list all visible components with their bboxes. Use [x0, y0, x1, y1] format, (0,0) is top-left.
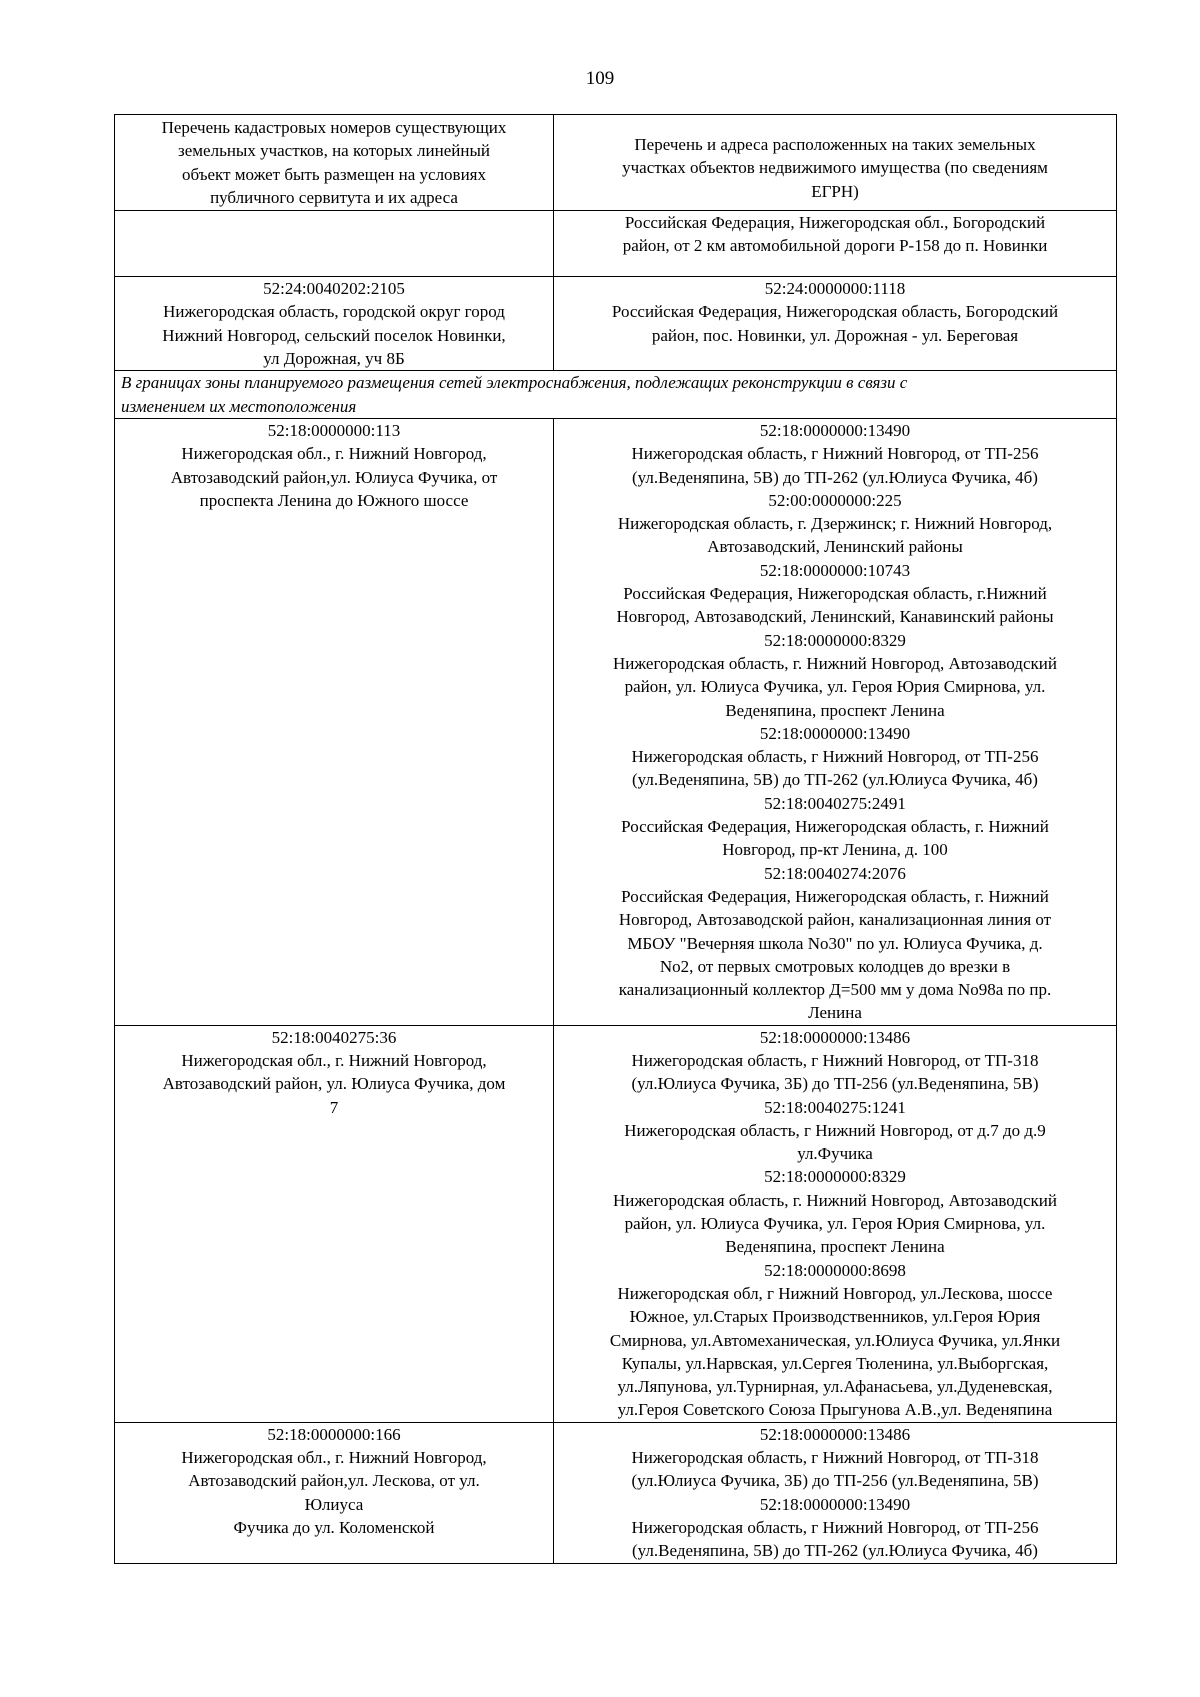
text-line: ЕГРН) [811, 181, 859, 201]
table-row [115, 211, 1117, 277]
text-line: 52:18:0000000:10743 [759, 560, 911, 580]
text-line: (ул.Юлиуса Фучика, 3Б) до ТП-256 (ул.Веденяпина, 5В) [631, 1074, 1039, 1094]
header-cell-parcels [115, 115, 554, 211]
parcel-cell [115, 211, 554, 277]
header-cell-objects [554, 115, 1117, 211]
text-line: земельных участков, на которых линейный [178, 141, 490, 161]
section-heading [115, 371, 1117, 419]
text-line: Перечень кадастровых номеров существующих [161, 118, 507, 137]
text-line: 52:18:0000000:8698 [764, 1260, 906, 1280]
table-row [115, 1025, 1117, 1422]
text-line: 52:18:0000000:13490 [759, 1494, 911, 1514]
text-line: Автозаводский, Ленинский районы [707, 537, 963, 557]
text-line: 52:18:0000000:8329 [764, 630, 906, 650]
text-line: участках объектов недвижимого имущества (по сведениям [622, 158, 1048, 178]
text-line: Российская Федерация, Нижегородская область, г. Нижний [621, 817, 1049, 837]
text-line: Автозаводский район,ул. Лескова, от ул. [188, 1471, 480, 1491]
parcel-cell [115, 1025, 554, 1422]
parcel-cell [115, 277, 554, 371]
text-line: 52:24:0000000:1118 [764, 279, 906, 299]
section-row [115, 371, 1117, 419]
text-line: Купалы, ул.Нарвская, ул.Сергея Тюленина, ул.Выборгская, [621, 1353, 1049, 1373]
text-line: Российская Федерация, Нижегородская область, Богородский [611, 302, 1059, 322]
objects-cell [554, 1025, 1117, 1422]
text-line: Нижегородская область, г. Нижний Новгород, Автозаводский [613, 1190, 1057, 1210]
text-line: 52:18:0040275:2491 [764, 793, 906, 813]
text-line: Российская Федерация, Нижегородская обл., Богородский [624, 213, 1046, 233]
text-line: Российская Федерация, Нижегородская область, г.Нижний [623, 584, 1047, 604]
text-line: Фучика до ул. Коломенской [233, 1517, 435, 1537]
text-line: No2, от первых смотровых колодцев до врезки в [659, 956, 1011, 976]
text-line: 52:18:0000000:13490 [759, 420, 911, 440]
header-row [115, 115, 1117, 211]
text-line: 52:18:0000000:13486 [759, 1027, 911, 1047]
parcel-cell [115, 418, 554, 1025]
text-line: 7 [329, 1097, 339, 1117]
text-line: 52:24:0040202:2105 [263, 279, 405, 299]
text-line: ул Дорожная, уч 8Б [263, 349, 405, 369]
text-line: Автозаводский район, ул. Юлиуса Фучика, дом [162, 1074, 506, 1094]
text-line: Нижегородская обл., г. Нижний Новгород, [181, 1448, 487, 1468]
text-line: объект может быть размещен на условиях [181, 164, 487, 184]
text-line: Нижний Новгород, сельский поселок Новинки, [162, 325, 506, 345]
text-line: Нижегородская область, г Нижний Новгород, от д.7 до д.9 [624, 1120, 1046, 1140]
text-line: район, ул. Юлиуса Фучика, ул. Героя Юрия Смирнова, ул. [624, 677, 1046, 697]
text-line: Нижегородская область, г Нижний Новгород, от ТП-318 [631, 1050, 1039, 1070]
text-line: 52:00:0000000:225 [768, 490, 902, 510]
table-row [115, 1422, 1117, 1563]
page-number: 109 [585, 68, 615, 89]
table-row [115, 277, 1117, 371]
text-line: (ул.Веденяпина, 5В) до ТП-262 (ул.Юлиуса Фучика, 4б) [632, 467, 1038, 487]
text-line: канализационный коллектор Д=500 мм у дома No98а по пр. [618, 980, 1052, 1000]
text-line: 52:18:0000000:113 [267, 420, 401, 440]
objects-cell [554, 277, 1117, 371]
text-line: проспекта Ленина до Южного шоссе [199, 490, 469, 510]
text-line: 52:18:0000000:13486 [759, 1424, 911, 1444]
text-line: Нижегородская область, г Нижний Новгород, от ТП-318 [631, 1448, 1039, 1468]
text-line: (ул.Юлиуса Фучика, 3Б) до ТП-256 (ул.Веденяпина, 5В) [631, 1471, 1039, 1491]
text-line: Новгород, пр-кт Ленина, д. 100 [722, 840, 948, 860]
text-line: ул.Фучика [797, 1144, 873, 1164]
objects-cell [554, 1422, 1117, 1563]
text-line: Нижегородская область, городской округ город [163, 302, 505, 322]
text-line: Ленина [808, 1003, 862, 1023]
parcel-cell [115, 1422, 554, 1563]
text-line: Веденяпина, проспект Ленина [725, 1237, 945, 1257]
text-line: Нижегородская обл., г. Нижний Новгород, [181, 1050, 487, 1070]
text-line: Нижегородская область, г Нижний Новгород, от ТП-256 [631, 1517, 1039, 1537]
text-line: 52:18:0040274:2076 [764, 863, 906, 883]
text-line: Перечень и адреса расположенных на таких земельных [634, 135, 1036, 155]
text-line: Нижегородская обл., г. Нижний Новгород, [181, 444, 487, 464]
text-line: (ул.Веденяпина, 5В) до ТП-262 (ул.Юлиуса Фучика, 4б) [632, 770, 1038, 790]
text-line: Новгород, Автозаводской район, канализационная линия от [618, 910, 1052, 930]
text-line: 52:18:0040275:36 [271, 1027, 397, 1047]
text-line: Нижегородская область, г Нижний Новгород, от ТП-256 [631, 444, 1039, 464]
table-row [115, 418, 1117, 1025]
cadastral-table [114, 114, 1117, 1564]
text-line: 52:18:0000000:13490 [759, 723, 911, 743]
text-line: Нижегородская обл, г Нижний Новгород, ул.Лескова, шоссе [617, 1283, 1053, 1303]
text-line: публичного сервитута и их адреса [210, 187, 458, 207]
text-line: ул.Героя Советского Союза Прыгунова А.В.,ул. Веденяпина [617, 1400, 1053, 1420]
text-line: В границах зоны планируемого размещения сетей электроснабжения, подлежащих реконструкции в связи с [121, 373, 908, 393]
text-line: Новгород, Автозаводский, Ленинский, Канавинский районы [616, 607, 1054, 627]
text-line: Нижегородская область, г. Дзержинск; г. Нижний Новгород, [617, 514, 1053, 534]
text-line: изменением их местоположения [121, 396, 357, 416]
text-line: Смирнова, ул.Автомеханическая, ул.Юлиуса Фучика, ул.Янки [609, 1330, 1061, 1350]
text-line: Нижегородская область, г Нижний Новгород, от ТП-256 [631, 747, 1039, 767]
text-line: ул.Ляпунова, ул.Турнирная, ул.Афанасьева, ул.Дуденевская, [617, 1377, 1053, 1397]
text-line: 52:18:0040275:1241 [764, 1097, 906, 1117]
text-line: район, от 2 км автомобильной дороги Р-158 до п. Новинки [622, 236, 1048, 256]
objects-cell [554, 211, 1117, 277]
text-line: Автозаводский район,ул. Юлиуса Фучика, от [170, 467, 498, 487]
text-line: 52:18:0000000:166 [267, 1424, 401, 1444]
objects-cell [554, 418, 1117, 1025]
text-line: (ул.Веденяпина, 5В) до ТП-262 (ул.Юлиуса Фучика, 4б) [632, 1541, 1038, 1561]
text-line: Юлиуса [304, 1494, 364, 1514]
text-line: Нижегородская область, г. Нижний Новгород, Автозаводский [613, 653, 1057, 673]
text-line: Южное, ул.Старых Производственников, ул.Героя Юрия [629, 1307, 1041, 1327]
text-line: 52:18:0000000:8329 [764, 1167, 906, 1187]
text-line: район, ул. Юлиуса Фучика, ул. Героя Юрия Смирнова, ул. [624, 1214, 1046, 1234]
text-line: МБОУ "Вечерняя школа No30" по ул. Юлиуса Фучика, д. [627, 933, 1043, 953]
text-line: Российская Федерация, Нижегородская область, г. Нижний [621, 886, 1049, 906]
text-line: район, пос. Новинки, ул. Дорожная - ул. Береговая [651, 325, 1019, 345]
text-line: Веденяпина, проспект Ленина [725, 700, 945, 720]
